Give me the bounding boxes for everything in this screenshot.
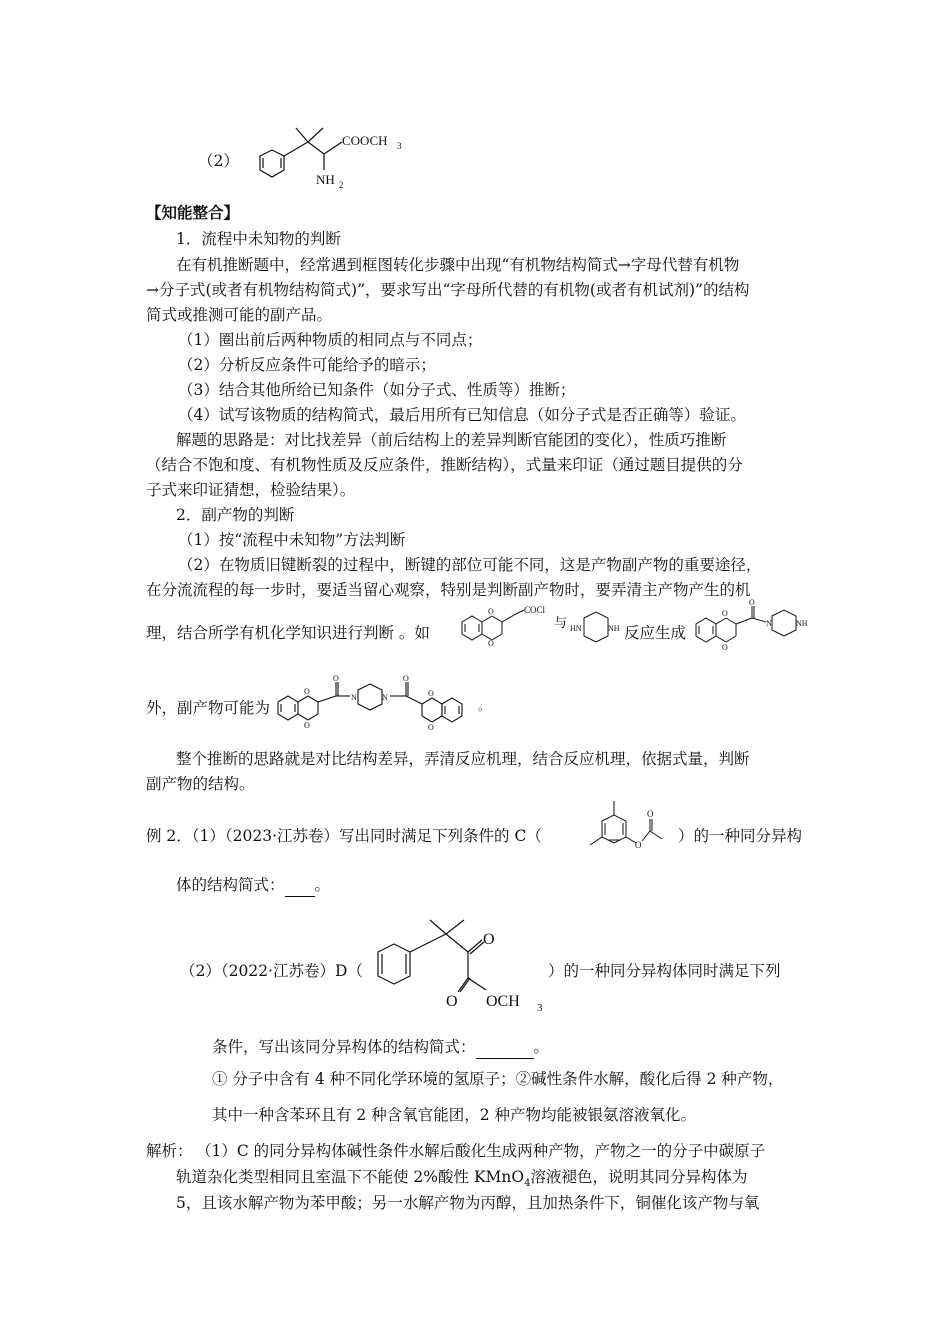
svg-text:NH: NH [608,624,620,633]
svg-text:N: N [766,619,772,628]
period: 。 [478,699,491,713]
paragraph-line: →分子式(或者有机物结构简式)”，要求写出“字母所代替的有机物(或者有机试剂)”的结构 [146,281,750,299]
section-title: 【知能整合】 [146,203,240,222]
svg-text:O: O [428,689,434,698]
benzodioxane-acyl-chloride-structure [458,600,550,656]
step-line: （1）圈出前后两种物质的相同点与不同点； [178,331,483,349]
item-label: （2） [198,152,239,170]
svg-text:O: O [635,840,642,850]
svg-text:O: O [304,721,310,730]
amine-group: NH [316,172,335,187]
keto-ester-d-structure [370,918,550,1018]
example-question: 条件，写出该同分异构体的结构简式： 。 [212,1036,549,1059]
amino-ester-structure [238,118,428,198]
paragraph-line: 在分流流程的每一步时，要适当留心观察，特别是判断副产物时，要弄清主产物产生的机 [146,581,751,599]
answer-blank[interactable] [476,1036,534,1059]
example-question: （2）（2022·江苏卷）D（ [180,962,363,980]
example-question: 体的结构简式： 。 [176,874,330,897]
answer-blank[interactable] [285,874,315,897]
acyl-chloride-group: COCl [524,605,546,615]
paragraph-line: 外，副产物可能为 [146,699,271,717]
svg-text:O: O [403,674,409,683]
step-line: （4）试写该物质的结构简式，最后用所有已知信息（如分子式是否正确等）验证。 [178,406,746,424]
step-line: （3）结合其他所给已知条件（如分子式、性质等）推断； [178,381,576,399]
svg-text:2: 2 [339,180,344,190]
svg-text:O: O [749,598,755,607]
paragraph-line: 在有机推断题中，经常遇到框图转化步骤中出现“有机物结构简式→字母代替有机物 [176,256,740,274]
svg-text:N: N [351,693,357,702]
section1-heading: 1．流程中未知物的判断 [176,230,341,248]
svg-text:O: O [488,607,494,616]
svg-text:O: O [428,723,434,732]
analysis-line: （1）C 的同分异构体碱性条件水解后酸化生成两种产物，产物之一的分子中碳原子 [196,1142,766,1160]
svg-text:O: O [304,687,310,696]
svg-text:O: O [722,609,728,618]
with-word: 与 [554,616,568,631]
analysis-line: 5，且该水解产物为苯甲酸；另一水解产物为丙醇，且加热条件下，铜催化该产物与氧 [176,1194,760,1212]
paragraph-line: 子式来印证猜想，检验结果）。 [146,481,356,499]
paragraph-line: （结合不饱和度、有机物性质及反应条件，推断结构），式量来印证（通过题目提供的分 [146,456,743,474]
paragraph-line: 整个推断的思路就是对比结构差异，弄清反应机理，结合反应机理，依据式量，判断 [176,750,750,768]
svg-text:3: 3 [537,1002,543,1014]
example-question: 例 2．（1）（2023·江苏卷）写出同时满足下列条件的 C（ [146,827,542,845]
svg-text:O: O [446,993,458,1010]
step-line: （2）分析反应条件可能给予的暗示； [178,356,436,374]
condition-line: 其中一种含苯环且有 2 种含氧官能团，2 种产物均能被银氨溶液氧化。 [212,1106,697,1124]
svg-text:N: N [382,693,388,702]
example-question: ）的一种同分异构体同时满足下列 [548,962,781,980]
svg-text:O: O [488,639,494,648]
step-line: （1）按“流程中未知物”方法判断 [178,531,406,549]
byproduct-structure [274,672,482,736]
paragraph-line: 反应生成 [624,624,687,642]
svg-text:O: O [722,643,728,652]
svg-text:O: O [333,674,339,683]
paragraph-line: 副产物的结构。 [146,775,255,793]
svg-text:3: 3 [397,141,402,151]
example-question: ）的一种同分异构 [678,827,803,845]
ester-group: COOCH [342,133,388,148]
analysis-label: 解析： [146,1142,193,1160]
condition-line: ① 分子中含有 4 种不同化学环境的氢原子；②碱性条件水解，酸化后得 2 种产物， [212,1070,784,1088]
svg-text:NH: NH [796,619,808,628]
paragraph-line: 解题的思路是：对比找差异（前后结构上的差异判断官能团的变化），性质巧推断 [176,431,727,449]
main-product-structure [692,598,818,658]
paragraph-line: 简式或推测可能的副产品。 [146,306,333,324]
methoxy-group: OCH [486,993,520,1010]
ester-c-structure [578,795,678,875]
svg-text:O: O [647,809,654,819]
paragraph-line: （2）在物质旧键断裂的过程中，断键的部位可能不同，这是产物副产物的重要途径， [178,556,762,574]
analysis-line: 轨道杂化类型相同且室温下不能使 2%酸性 KMnO$_4$溶液褪色，说明其同分异构体为 [176,1168,748,1190]
piperazine-structure [568,602,624,654]
svg-text:HN: HN [570,624,582,633]
paragraph-line: 理，结合所学有机化学知识进行判断 。如 [146,624,430,642]
svg-text:O: O [483,931,495,948]
section2-heading: 2．副产物的判断 [176,506,295,524]
